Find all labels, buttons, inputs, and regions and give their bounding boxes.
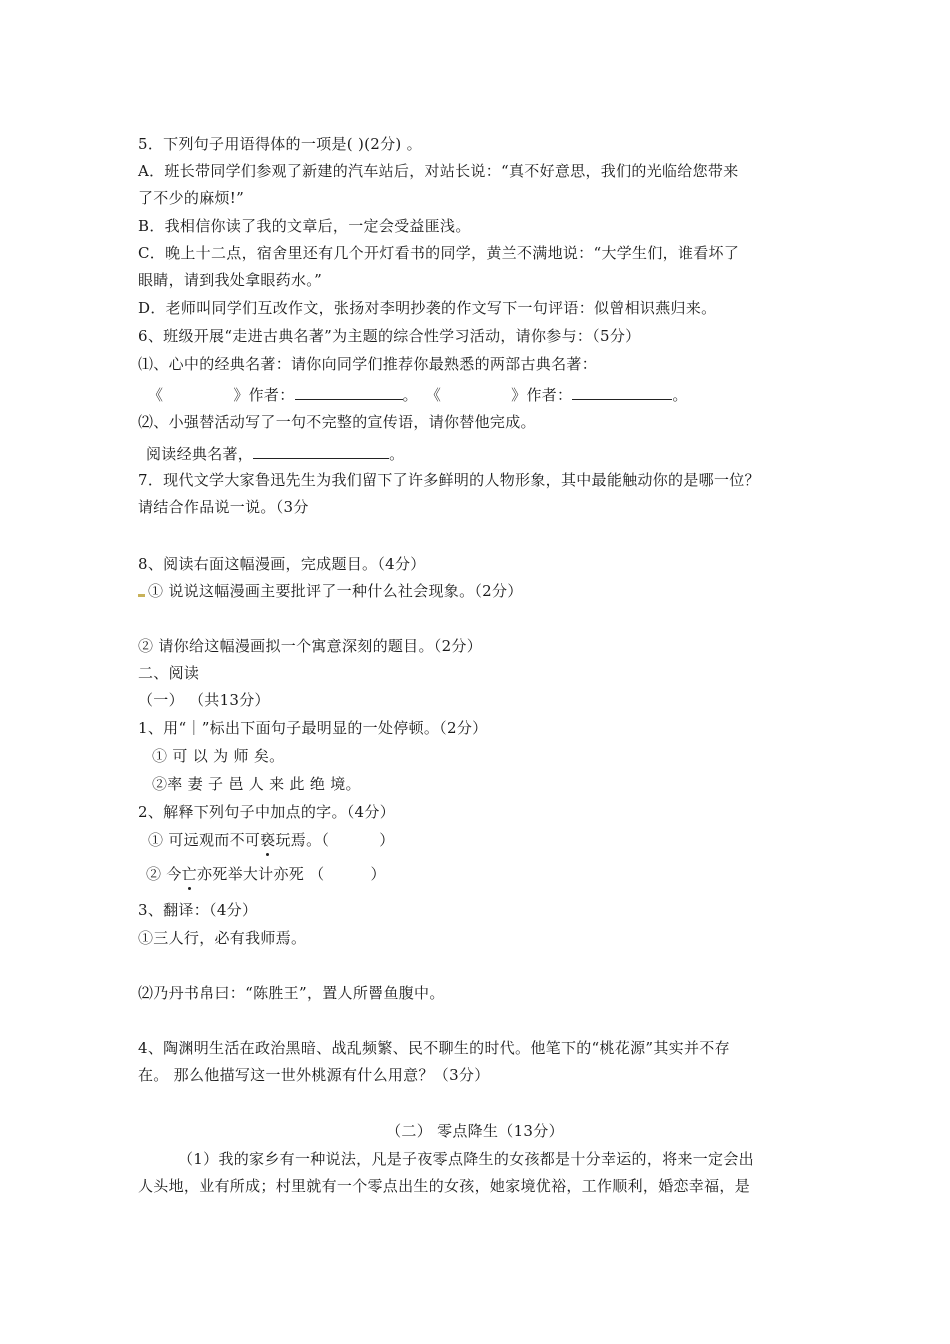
reading-q3-item-a: ①三人行，必有我师焉。 [138, 929, 307, 947]
reading-q3: 3、翻译：（4分） [138, 901, 258, 919]
q5-option-c-line1: C．晚上十二点，宿舍里还有几个开灯看书的同学，黄兰不满地说：“大学生们，谁看坏了 [138, 244, 740, 262]
book1-period: 。 [402, 386, 418, 404]
reading-q1-sentence-b: ②率 妻 子 邑 人 来 此 绝 境。 [152, 775, 361, 793]
q6-book-recommendation-row [148, 383, 688, 405]
q7-line1: 7．现代文学大家鲁迅先生为我们留下了许多鲜明的人物形象，其中最能触动你的是哪一位？ [138, 471, 760, 489]
slogan-prefix: 阅读经典名著， [146, 445, 254, 463]
item-a-suffix: 玩焉。（ [275, 831, 330, 849]
reading-q3-item-b: ⑵乃丹书帛曰：“陈胜王”，置人所罾鱼腹中。 [138, 984, 445, 1002]
reading-q2-item-b [146, 864, 386, 884]
reading-q4-line1: 4、陶渊明生活在政治黑暗、战乱频繁、民不聊生的时代。他笔下的“桃花源”其实并不存 [138, 1039, 730, 1057]
book2-open-quote: 《 [425, 386, 442, 404]
q8-subquestion-1: ① 说说这幅漫画主要批评了一种什么社会现象。（2分） [148, 582, 523, 600]
q6-stem: 6、班级开展“走进古典名著”为主题的综合性学习活动，请你参与：（5分） [138, 327, 641, 345]
book2-period: 。 [672, 386, 688, 404]
section2-paragraph-line2: 人头地，业有所成；村里就有一个零点出生的女孩，她家境优裕，工作顺利，婚恋幸福，是 [138, 1177, 751, 1195]
item-b-prefix: ② 今 [146, 865, 182, 883]
q8-stem: 8、阅读右面这幅漫画，完成题目。（4分） [138, 555, 426, 573]
reading-q4-line2: 在。 那么他描写这一世外桃源有什么用意？（3分） [138, 1066, 490, 1084]
section2-title: （二） 零点降生（13分） [386, 1122, 564, 1140]
reading-q1: 1、用“｜”标出下面句子最明显的一处停顿。（2分） [138, 719, 488, 737]
part2-title: 二、阅读 [138, 664, 200, 682]
reading-q2: 2、解释下列句子中加点的字。（4分） [138, 803, 395, 821]
book2-author-blank[interactable] [572, 383, 672, 400]
highlight-marker [138, 594, 145, 597]
item-a-close: ） [379, 831, 395, 849]
q6-part2: ⑵、小强替活动写了一句不完整的宣传语，请你替他完成。 [138, 413, 536, 431]
book1-author-blank[interactable] [295, 383, 403, 400]
q5-option-b: B．我相信你读了我的文章后，一定会受益匪浅。 [138, 217, 471, 235]
q5-option-c-line2: 眼睛，请到我处拿眼药水。” [138, 271, 323, 289]
item-b-close: ） [370, 865, 386, 883]
book1-author-label: 》作者： [233, 386, 295, 404]
q7-line2: 请结合作品说一说。（3分 [138, 498, 309, 516]
dotted-char-xie: 亵 [260, 831, 276, 849]
part2-section1-title: （一） （共13分） [138, 691, 270, 709]
q6-part1: ⑴、心中的经典名著：请你向同学们推荐你最熟悉的两部古典名著： [138, 355, 598, 373]
q6-slogan-row [146, 442, 404, 464]
slogan-period: 。 [389, 445, 405, 463]
reading-q2-item-a [148, 830, 395, 850]
q5-option-d: D．老师叫同学们互改作文，张扬对李明抄袭的作文写下一句评语：似曾相识燕归来。 [138, 299, 717, 317]
q5-stem: 5．下列句子用语得体的一项是( )(2分) 。 [138, 135, 422, 153]
book1-open-quote: 《 [148, 386, 164, 404]
q5-option-a-line2: 了不少的麻烦!” [138, 189, 245, 207]
section2-paragraph-line1: （1）我的家乡有一种说法，凡是子夜零点降生的女孩都是十分幸运的，将来一定会出 [178, 1150, 754, 1168]
item-b-suffix: 亦死举大计亦死 （ [196, 865, 325, 883]
q8-subquestion-2: ② 请你给这幅漫画拟一个寓意深刻的题目。（2分） [138, 637, 483, 655]
slogan-blank[interactable] [253, 442, 389, 459]
item-a-prefix: ① 可远观而不可 [148, 831, 261, 849]
book2-author-label: 》作者： [511, 386, 573, 404]
q5-option-a-line1: A．班长带同学们参观了新建的汽车站后，对站长说：“真不好意思，我们的光临给您带来 [138, 162, 739, 180]
dotted-char-wang: 亡 [181, 865, 197, 883]
reading-q1-sentence-a: ① 可 以 为 师 矣。 [152, 747, 285, 765]
